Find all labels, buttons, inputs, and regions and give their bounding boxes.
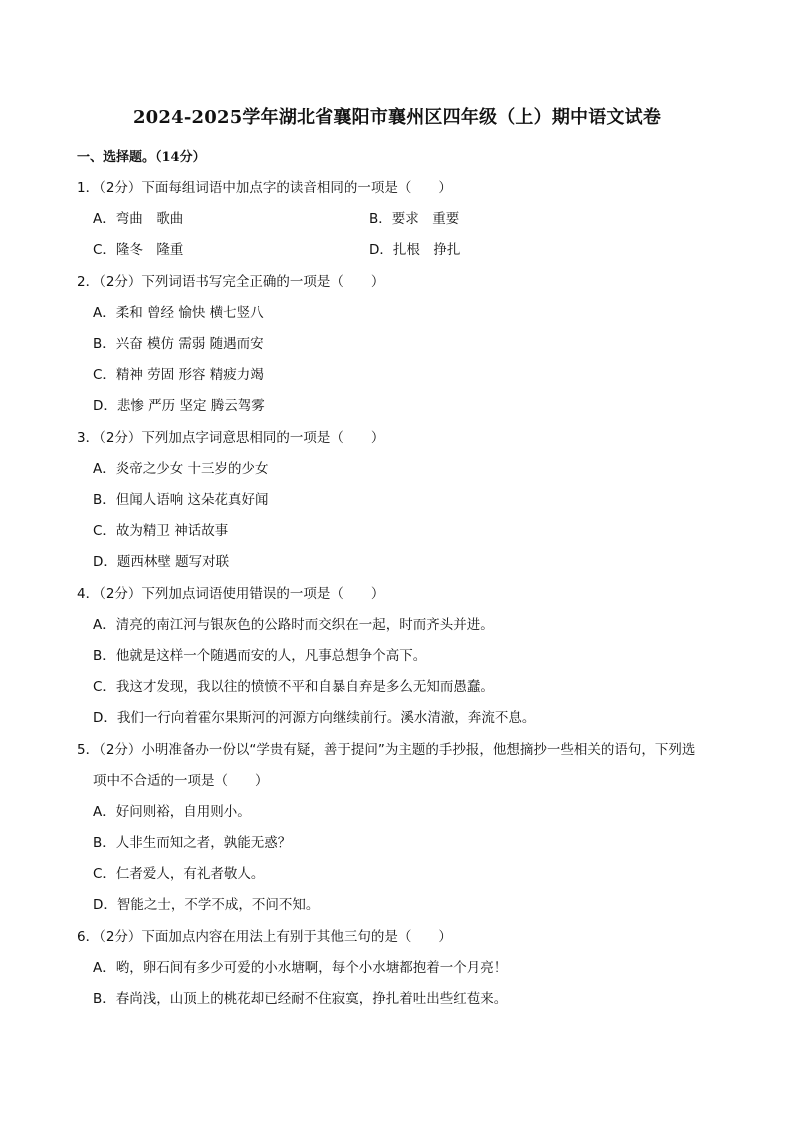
- q6-option-a: A．哟，卵石间有多少可爱的小水塘啊，每个小水塘都抱着一个月亮！: [93, 960, 508, 976]
- question-stem-4: 4．（2分）下列加点词语使用错误的一项是（ ）: [77, 586, 385, 602]
- q5-option-a: A．好问则裕，自用则小。: [93, 804, 251, 820]
- q4-option-c: C．我这才发现，我以往的愤愤不平和自暴自弃是多么无知而愚蠢。: [93, 679, 494, 695]
- question-stem-1: 1．（2分）下面每组词语中加点字的读音相同的一项是（ ）: [77, 180, 452, 196]
- q2-option-c: C．精神 劳固 形容 精疲力竭: [93, 367, 264, 383]
- q5-option-b: B．人非生而知之者，孰能无惑？: [93, 835, 292, 851]
- q1-option-d: D．扎根 挣扎: [369, 242, 461, 258]
- question-stem-3: 3．（2分）下列加点字词意思相同的一项是（ ）: [77, 430, 385, 446]
- q1-option-c: C．隆冬 隆重: [93, 242, 184, 258]
- q5-option-d: D．智能之士，不学不成，不问不知。: [93, 897, 320, 913]
- q6-option-b: B．春尚浅，山顶上的桃花却已经耐不住寂寞，挣扎着吐出些红苞来。: [93, 991, 508, 1007]
- q3-option-b: B．但闻人语响 这朵花真好闻: [93, 492, 269, 508]
- q2-option-a: A．柔和 曾经 愉快 横七竖八: [93, 305, 264, 321]
- q2-option-b: B．兴奋 模仿 需弱 随遇而安: [93, 336, 264, 352]
- q4-option-d: D．我们一行向着霍尔果斯河的河源方向继续前行。溪水清澈，奔流不息。: [93, 710, 536, 726]
- q3-option-a: A．炎帝之少女 十三岁的少女: [93, 461, 269, 477]
- section-heading: 一、选择题。（14分）: [77, 150, 206, 165]
- question-stem-5-continued: 项中不合适的一项是（ ）: [93, 773, 269, 789]
- q3-option-c: C．故为精卫 神话故事: [93, 523, 229, 539]
- question-stem-6: 6．（2分）下面加点内容在用法上有别于其他三句的是（ ）: [77, 929, 452, 945]
- question-stem-5: 5．（2分）小明准备办一份以“学贵有疑，善于提问”为主题的手抄报，他想摘抄一些相关的语句，下列选: [77, 742, 696, 758]
- q4-option-b: B．他就是这样一个随遇而安的人，凡事总想争个高下。: [93, 648, 427, 664]
- q2-option-d: D．悲惨 严历 坚定 腾云驾雾: [93, 398, 265, 414]
- q3-option-d: D．题西林壁 题写对联: [93, 554, 230, 570]
- q5-option-c: C．仁者爱人，有礼者敬人。: [93, 866, 265, 882]
- page-title: 2024-2025学年湖北省襄阳市襄州区四年级（上）期中语文试卷: [132, 107, 662, 128]
- q1-option-a: A．弯曲 歌曲: [93, 211, 184, 227]
- question-stem-2: 2．（2分）下列词语书写完全正确的一项是（ ）: [77, 274, 385, 290]
- q4-option-a: A．清亮的南江河与银灰色的公路时而交织在一起，时而齐头并进。: [93, 617, 494, 633]
- q1-option-b: B．要求 重要: [369, 211, 460, 227]
